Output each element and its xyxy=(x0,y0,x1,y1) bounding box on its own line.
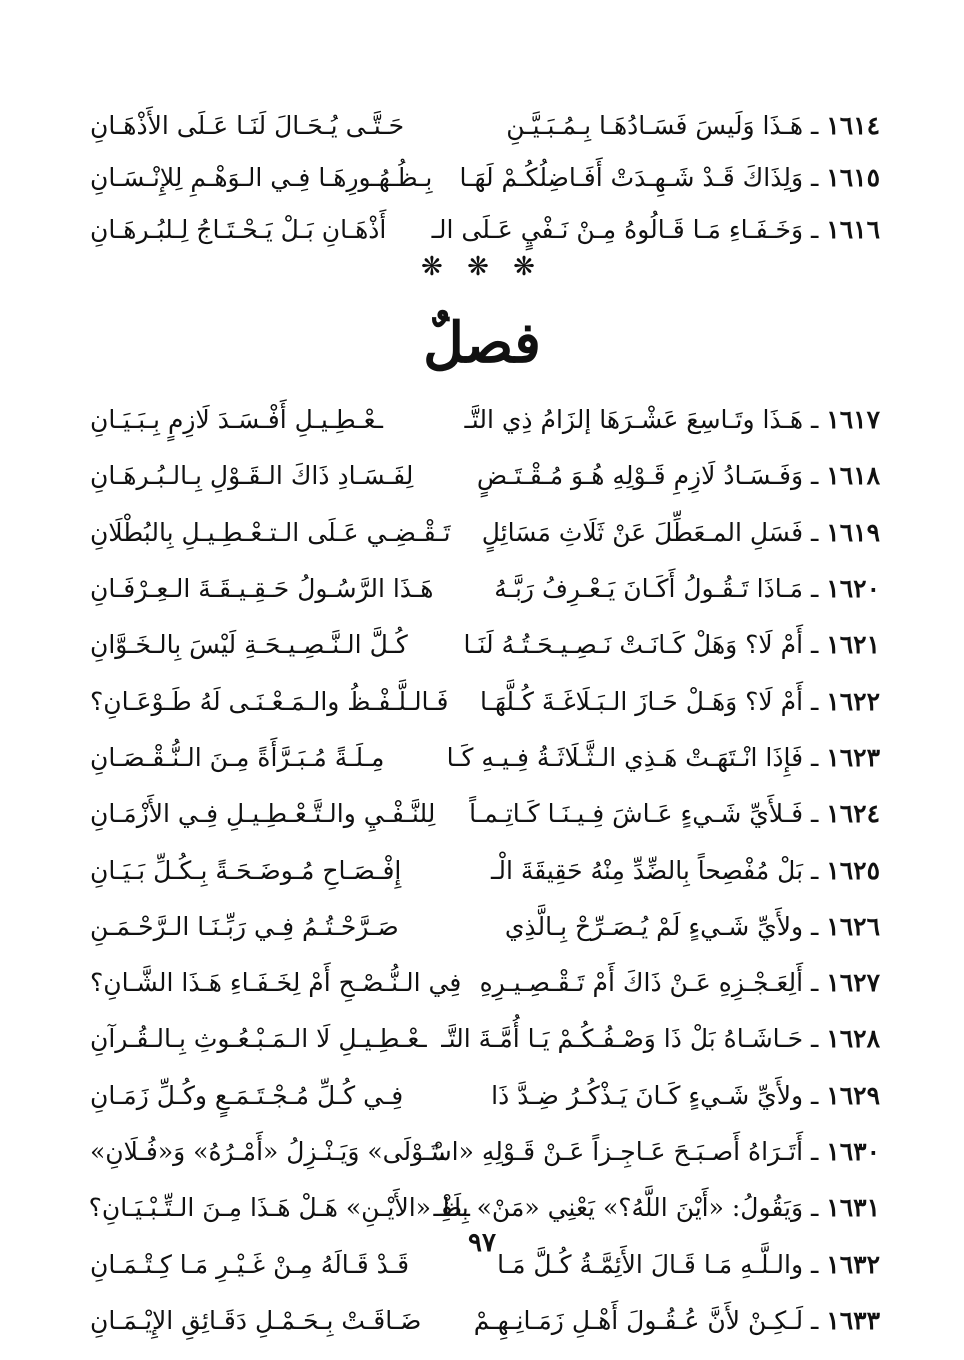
verse-dash: ـ xyxy=(803,574,827,604)
verse-number: ١٦٢٤ xyxy=(826,799,880,829)
verse-line xyxy=(90,786,880,842)
verse-second-hemistich: ـظِ «الأَيْـنِ» هَـلْ هَـذَا مِـنَ الـتِّـبْـيَـانِ؟ xyxy=(88,1193,470,1223)
verse-number: ١٦١٦ xyxy=(826,215,880,244)
verse-first-text: أَمْ لَا؟ وَهَـلْ حَـازَ الـبَـلَاغَـةَ كُـلَّهَـا xyxy=(479,686,804,716)
verse-dash: ـ xyxy=(803,461,827,491)
verse-number: ١٦٣٠ xyxy=(826,1137,880,1166)
verse-line xyxy=(90,152,880,204)
verse-first-hemistich xyxy=(479,968,880,998)
verse-dash: ـ xyxy=(803,1024,827,1054)
verse-first-hemistich xyxy=(433,1193,880,1223)
verse-dash: ـ xyxy=(803,799,827,829)
verse-first-text: بَلْ مُفْصِحاً بِالضِّدِّ مِنْهُ حَقِيقَةَ الْـ xyxy=(491,855,804,885)
verse-number: ١٦٢٨ xyxy=(826,1024,880,1054)
verse-first-text: فَـلأَيِّ شَـيءٍ عَـاشَ فِـيـنَـا كَـاتِـمـاً xyxy=(469,799,804,829)
verse-second-hemistich: بِـظُـهُـورِهَـا فِـي الـوَهْـمِ لِلإِنْـسَـانِ xyxy=(90,163,433,192)
verse-first-hemistich xyxy=(481,517,880,548)
verse-second-hemistich: ضَـاقَـتْ بِـحَـمْـلِ دَقَـائِقِ الإِيْـمَـانِ xyxy=(90,1305,422,1335)
section-separator: ❋ ❋ ❋ xyxy=(421,252,543,282)
section-title: فصلٌ xyxy=(423,310,541,376)
verse-second-hemistich: ـعْـطِـيـلِ لَا الـمَـبْـعُـوثِ بِـالـقُـرآنِ xyxy=(90,1024,427,1054)
verse-second-hemistich: كُـلَّ الـنَّـصِـيـحَـةِ لَيْسَ بِالـخَـوَّانِ xyxy=(90,630,408,660)
verse-second-hemistich: فِي الـنُّـصْـحِ أَمْ لِخَـفَـاءِ هَـذَا الشَّـانِ؟ xyxy=(90,968,462,998)
verse-second-hemistich: هَـذَا الرَّسُـولُ حَـقِـيـقَـةَ الـعِـرْفَـانِ xyxy=(90,574,434,604)
verse-dash: ـ xyxy=(803,686,827,716)
verse-second-hemistich: حَـتَّـى يُـحَـالَ لَنَـا عَـلَى الأَذْهَـانِ xyxy=(90,111,405,140)
verse-line xyxy=(90,448,880,504)
verse-first-text: ولأَيِّ شَـيءٍ لَمْ يُـصَـرِّحْ بِـالَّذِي xyxy=(504,911,804,941)
verse-line xyxy=(90,1124,880,1180)
verse-first-text: لَـكِـنْ لأَنَّ عُـقُـولَ أَهْـلِ زَمَـانِـهِـمْ xyxy=(473,1305,804,1335)
verse-line xyxy=(90,1068,880,1124)
verse-line xyxy=(90,955,880,1011)
verse-first-hemistich xyxy=(459,163,880,193)
verse-number: ١٦٢٧ xyxy=(826,968,880,998)
verse-dash: ـ xyxy=(803,517,827,547)
verse-dash: ـ xyxy=(803,968,827,998)
verse-number: ١٦٢٩ xyxy=(826,1080,880,1110)
verse-first-hemistich xyxy=(446,742,880,773)
verse-second-hemistich: صَـرَّحْـتُـمُ فِـي رَبِّـنَـا الـرَّحْـمَـنِ xyxy=(90,911,399,941)
verse-second-hemistich: إِفْـصَـاحِ مُـوضَـحَـةً بِـكُـلِّ بَـيَـانِ xyxy=(90,855,402,885)
verse-first-hemistich xyxy=(469,799,880,829)
verse-first-text: فَإِذَا انْـتَهَـتْ هَـذِي الـثَّـلَاثَـةُ فِـيـهِ كَـا xyxy=(446,742,804,772)
verse-dash: ـ xyxy=(803,1305,827,1335)
verse-dash: ـ xyxy=(803,163,827,192)
verse-first-text: أَتَـرَاهُ أَصـبَـحَ عَـاجِـزاً عَـنْ قَـوْلِهِ «اسْـ xyxy=(423,1137,804,1166)
verse-first-hemistich xyxy=(494,574,880,604)
verse-number: ١٦٢٣ xyxy=(826,742,880,772)
verse-number: ١٦٣١ xyxy=(826,1193,880,1223)
verse-number: ١٦٢٠ xyxy=(826,574,880,604)
verse-line xyxy=(90,392,880,448)
verse-number: ١٦١٤ xyxy=(826,111,880,140)
verse-line xyxy=(90,899,880,955)
verse-first-hemistich xyxy=(491,855,880,886)
verse-first-text: وَيَقُولُ: «أَيْنَ اللَّهُ؟» يَعْنِي «مَنْ» بِلَفْـ xyxy=(433,1193,804,1223)
verse-first-text: ولأَيِّ شَـيءٍ كَـانَ يَـذْكُـرُ ضِـدَّ ذَا xyxy=(491,1080,804,1110)
verse-line xyxy=(90,1293,880,1349)
verse-number: ١٦١٨ xyxy=(826,461,880,491)
verse-number: ١٦١٧ xyxy=(826,405,880,435)
verse-dash: ـ xyxy=(803,1080,827,1110)
verse-dash: ـ xyxy=(803,1249,827,1279)
verse-number: ١٦٢١ xyxy=(826,630,880,660)
verse-first-text: هَـذَا وتَـاسِعَ عَشْـرَهَا إلزَامُ ذِي التَّـ xyxy=(464,405,804,435)
verse-first-text: والـلَّـهِ مَـا قَـالَ الأَئِمَّـةُ كُـلَّ مَـا xyxy=(497,1249,804,1279)
verse-second-hemistich: لِلنَّـفْـيِ والـتَّـعْـطِـيـلِ فِـي الأَزْمَـانِ xyxy=(90,799,436,829)
verse-first-text: أَمْ لَا؟ وَهَلْ كَـانَـتْ نَـصِـيـحَـتُـهُ لَنَـا xyxy=(463,630,804,660)
verse-first-hemistich xyxy=(476,461,880,491)
verse-first-text: فَسَلِ المـعَطِّلَ عَنْ ثَلَاثِ مَسَائِلٍ xyxy=(481,517,804,547)
verse-first-hemistich xyxy=(464,405,880,435)
page-number: ٩٧ xyxy=(468,1228,496,1258)
verse-second-hemistich: قَـدْ قَـالَهُ مِـنْ غَـيْـرِ مَـا كِـتْـمَـانِ xyxy=(90,1249,410,1279)
verse-second-hemistich: ـتَـوْلَى» وَيَـنْـزِلُ «أَمْـرُهُ» وَ«فُـلَانِ» xyxy=(90,1137,447,1166)
verse-line xyxy=(90,505,880,561)
verse-first-text: حَـاشَـاهُ بَلْ ذَا وَصْـفُـكُـمْ يَـا أُمَّـةَ التَّـ xyxy=(441,1024,804,1054)
verse-first-hemistich xyxy=(441,1024,880,1054)
verse-first-hemistich xyxy=(500,912,880,942)
verse-number: ١٦١٥ xyxy=(826,163,880,192)
main-verses xyxy=(90,392,880,1349)
verse-line xyxy=(90,1011,880,1067)
verse-first-hemistich xyxy=(431,215,880,245)
verse-number: ١٦١٩ xyxy=(826,517,880,547)
verse-dash: ـ xyxy=(803,215,827,244)
verse-dash: ـ xyxy=(803,111,827,140)
verse-line xyxy=(90,204,880,256)
verse-number: ١٦٢٥ xyxy=(826,855,880,885)
verse-first-text: هَـذَا وَلَيسَ فَسَـادُهَـا بِـمُـبَـيَّـنِ xyxy=(506,111,804,140)
verse-second-hemistich: فَـالـلَّـفْـظُ والـمَـعْـنَـى لَهُ طَـوْعَـانِ؟ xyxy=(90,686,449,716)
verse-number: ١٦٢٦ xyxy=(826,911,880,941)
verse-number: ١٦٣٢ xyxy=(826,1249,880,1279)
verse-dash: ـ xyxy=(803,911,827,941)
verse-line xyxy=(90,730,880,786)
verse-first-text: وَفَـسَـادُ لَازِمِ قَـوْلِهِ هُـوَ مُـقْـتَـضٍ xyxy=(476,461,804,491)
verse-first-hemistich xyxy=(500,111,880,141)
verse-first-hemistich xyxy=(423,1137,880,1167)
verse-dash: ـ xyxy=(803,855,827,885)
verse-first-text: وَخَـفَـاءِ مَـا قَـالُوهُ مِـنْ نَـفْيٍ عَـلَى الـ xyxy=(431,215,804,244)
top-verses xyxy=(90,100,880,256)
verse-second-hemistich: فِـي كُـلِّ مُـجْـتَـمَـعٍ وكُـلِّ زَمَـانِ xyxy=(90,1080,404,1110)
verse-second-hemistich: تَـقْـضِـي عَـلَى الـتـعْـطِـيـلِ بِالبُطْلَانِ xyxy=(90,517,451,547)
verse-dash: ـ xyxy=(803,405,827,435)
verse-line xyxy=(90,842,880,898)
verse-number: ١٦٣٣ xyxy=(826,1305,880,1335)
verse-second-hemistich: لِفَـسَـادِ ذَاكَ الـقَـوْلِ بِـالـبُـرهَـانِ xyxy=(90,461,414,491)
verse-dash: ـ xyxy=(803,1193,827,1223)
verse-first-text: مَـاذَا تَـقُـولُ أَكَـانَ يَـعْـرِفُ رَبَّـهُ xyxy=(494,574,804,604)
verse-second-hemistich: أَذْهَـانِ بَـلْ يَـحْـتَـاجُ لِـلبُـرهَـانِ xyxy=(90,215,387,244)
verse-first-hemistich xyxy=(479,686,880,717)
verse-first-text: أَلِعَـجْـزِهِ عَـنْ ذَاكَ أَمْ تَـقْـصِـيـرِهِ xyxy=(479,968,804,998)
verse-dash: ـ xyxy=(803,630,827,660)
verse-dash: ـ xyxy=(803,742,827,772)
verse-line xyxy=(90,617,880,673)
verse-dash: ـ xyxy=(803,1137,827,1166)
verse-line xyxy=(90,673,880,729)
verse-first-hemistich xyxy=(473,1305,880,1336)
verse-line xyxy=(90,561,880,617)
verse-first-text: وَلِذَاكَ قَـدْ شَـهِـدَتْ أَفَـاضِلُكُـمْ لَهَـا xyxy=(459,163,804,192)
verse-line xyxy=(90,100,880,152)
verse-second-hemistich: مِـلَـةً مُـبَـرَّأَةً مِـنَ الـنُّـقْـصَـانِ xyxy=(90,742,385,772)
verse-first-hemistich xyxy=(491,1080,880,1111)
verse-second-hemistich: ـعْـطِـيـلِ أَفْـسَـدَ لَازِمٍ بِـبَـيَـانِ xyxy=(90,405,383,435)
verse-first-hemistich xyxy=(463,630,880,660)
verse-number: ١٦٢٢ xyxy=(826,686,880,716)
